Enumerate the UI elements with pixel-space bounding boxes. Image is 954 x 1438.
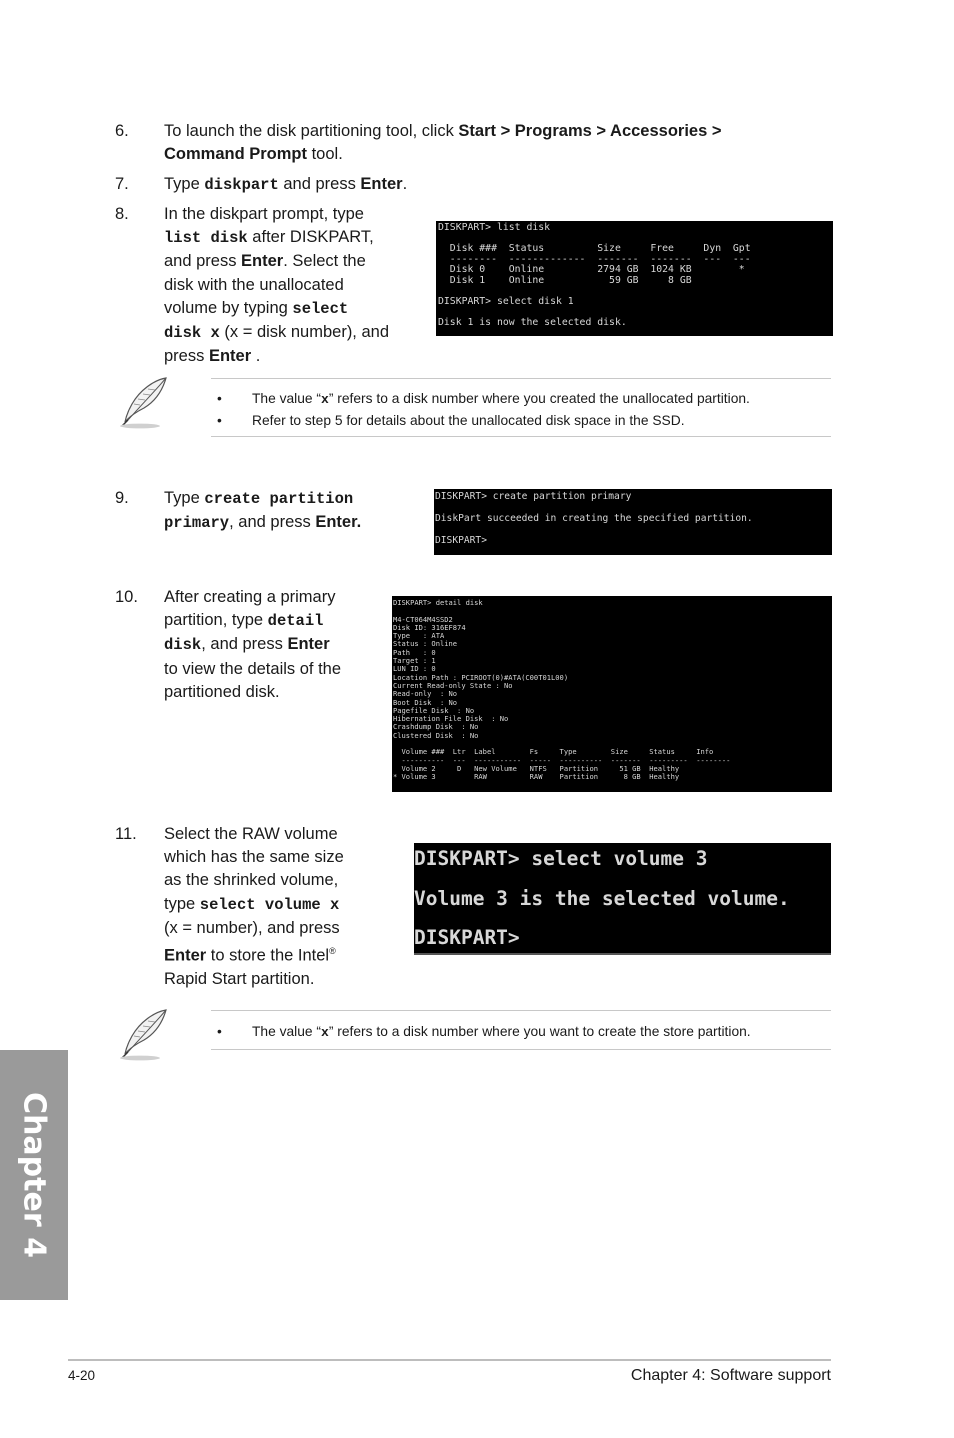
- terminal-line: DISKPART> detail disk: [393, 598, 483, 607]
- registered-mark: ®: [329, 946, 336, 957]
- step-6-text-end: tool.: [307, 145, 343, 164]
- step-9-command: primary: [164, 514, 230, 533]
- step-11-line: Rapid Start partition.: [164, 969, 315, 988]
- chapter-tab-label: Chapter 4: [16, 1092, 52, 1258]
- step-8-text: [164, 203, 426, 368]
- feather-quill-icon: [114, 374, 172, 430]
- terminal-line: Boot Disk : No: [393, 697, 458, 707]
- step-9-line: , and press: [229, 513, 316, 532]
- step-10-line: After creating a primary: [164, 588, 336, 606]
- note-box-2: [211, 1010, 831, 1050]
- step-8-line: press: [164, 347, 209, 366]
- step-8-line: and press: [164, 252, 242, 271]
- step-6-number: 6.: [115, 122, 129, 140]
- step-8-line: disk with the unallocated: [164, 275, 344, 294]
- step-7-period: .: [402, 175, 408, 193]
- step-9-number: 9.: [115, 489, 129, 507]
- step-10-line: partition, type: [164, 611, 268, 630]
- note-item: [211, 388, 831, 410]
- step-10-command: detail: [267, 612, 324, 631]
- step-9-enter: Enter.: [315, 513, 362, 532]
- note-text: ” refers to a disk number where you want to create the store partition.: [328, 1024, 751, 1039]
- terminal-line: DISKPART>: [414, 926, 520, 950]
- terminal-line: Read-only : No: [393, 689, 458, 699]
- step-8-enter: Enter: [241, 252, 284, 271]
- step-10-text: [164, 586, 389, 704]
- step-11-number: 11.: [115, 825, 137, 843]
- terminal-line: Volume 2 D New Volume NTFS Partition 51 GB Healthy: [393, 763, 680, 773]
- terminal-line: DISKPART> select disk 1: [438, 296, 574, 308]
- terminal-select-volume: [414, 843, 831, 955]
- terminal-line: Disk 1 is now the selected disk.: [438, 317, 627, 329]
- terminal-list-disk: [436, 221, 833, 336]
- note-item: [211, 1021, 831, 1043]
- note-code: x: [321, 392, 329, 407]
- step-10-enter: Enter: [287, 635, 330, 654]
- step-7-text-part2: and press: [278, 175, 361, 193]
- step-6-menu-path: Start > Programs > Accessories >: [458, 122, 722, 140]
- step-11-line: as the shrinked volume,: [164, 871, 339, 890]
- terminal-line: [414, 869, 831, 889]
- terminal-line: DiskPart succeeded in creating the specified partition.: [435, 512, 753, 524]
- step-8-line: In the diskpart prompt, type: [164, 205, 364, 223]
- feather-quill-icon: [114, 1006, 172, 1062]
- step-8-command: disk x: [164, 324, 220, 343]
- step-8-number: 8.: [115, 205, 129, 223]
- terminal-line: Disk ### Status Size Free Dyn Gpt: [438, 243, 751, 255]
- step-11-text: [164, 823, 389, 991]
- note-box-1: [211, 378, 831, 437]
- note-item: [211, 410, 831, 431]
- step-11-command: select volume x: [199, 895, 340, 914]
- step-10-number: 10.: [115, 588, 138, 606]
- note-text: The value “: [252, 391, 322, 406]
- step-10-line: to view the details of the: [164, 659, 342, 678]
- note-text: The value “: [252, 1024, 322, 1039]
- terminal-line: M4-CT064M4SSD2: [393, 614, 453, 624]
- terminal-line: LUN ID : 0: [393, 664, 436, 674]
- chapter-tab: [0, 1050, 68, 1300]
- terminal-line: [435, 525, 832, 536]
- terminal-line: DISKPART> list disk: [438, 222, 551, 233]
- terminal-line: Volume ### Ltr Label Fs Type Size Status Info: [393, 747, 714, 757]
- step-10-line: , and press: [201, 635, 288, 654]
- terminal-line: ---------- --- ----------- ----- ---------- ------- --------- --------: [393, 755, 731, 765]
- step-7-text: [164, 173, 784, 197]
- step-8-command: list disk: [164, 229, 248, 248]
- terminal-line: Disk 0 Online 2794 GB 1024 KB *: [438, 264, 745, 276]
- step-11-line: Select the RAW volume: [164, 825, 338, 843]
- step-8-line: volume by typing: [164, 298, 293, 317]
- terminal-line: Pagefile Disk : No: [393, 705, 475, 715]
- step-11-line: type: [164, 894, 200, 913]
- footer-divider: [68, 1359, 831, 1361]
- terminal-detail-disk: [392, 596, 832, 792]
- note-text: ” refers to a disk number where you created the unallocated partition.: [328, 391, 750, 406]
- terminal-line: Clustered Disk : No: [393, 730, 479, 740]
- step-8-line: .: [251, 347, 261, 366]
- bullet: •: [217, 413, 222, 428]
- terminal-create-partition: [434, 489, 832, 555]
- step-6-text-part: To launch the disk partitioning tool, click: [164, 122, 459, 140]
- terminal-line: DISKPART>: [435, 534, 487, 546]
- step-6-text: [164, 120, 784, 166]
- terminal-line: [393, 607, 832, 615]
- note-text: Refer to step 5 for details about the unallocated disk space in the SSD.: [252, 413, 685, 428]
- step-7-command: diskpart: [204, 176, 279, 194]
- step-10-command: disk: [164, 636, 202, 655]
- step-11-line: to store the Intel: [206, 946, 330, 965]
- terminal-line: Volume 3 is the selected volume.: [414, 886, 790, 910]
- terminal-line: Path : 0: [393, 647, 436, 657]
- note-code: x: [321, 1025, 329, 1040]
- bullet: •: [217, 1024, 222, 1039]
- terminal-line: Disk ID: 316EF874: [393, 622, 466, 632]
- step-8-command: select: [292, 299, 349, 318]
- page-number: 4-20: [68, 1368, 96, 1383]
- step-9-text: [164, 487, 426, 535]
- terminal-line: Type : ATA: [393, 631, 445, 641]
- step-8-line: (x = disk number), and: [219, 323, 390, 342]
- step-8-enter: Enter: [208, 347, 252, 366]
- terminal-line: * Volume 3 RAW RAW Partition 8 GB Healthy: [393, 772, 680, 782]
- step-9-line: Type: [164, 489, 205, 507]
- step-9-command: create partition: [204, 490, 354, 508]
- step-11-line: (x = number), and press: [164, 918, 340, 937]
- terminal-line: -------- ------------- ------- ------- --- ---: [438, 253, 751, 265]
- step-7-text-part: Type: [164, 175, 205, 193]
- step-8-line: after DISKPART,: [247, 228, 374, 247]
- terminal-line: Disk 1 Online 59 GB 8 GB: [438, 274, 692, 286]
- terminal-line: Current Read-only State : No: [393, 680, 513, 690]
- terminal-line: Target : 1: [393, 656, 436, 666]
- step-7-number: 7.: [115, 175, 129, 193]
- terminal-line: DISKPART> create partition primary: [435, 491, 632, 502]
- step-10-line: partitioned disk.: [164, 682, 280, 701]
- footer-title: Chapter 4: Software support: [630, 1367, 831, 1384]
- terminal-line: Hibernation File Disk : No: [393, 714, 509, 724]
- bullet: •: [217, 391, 222, 406]
- step-11-enter: Enter: [164, 946, 207, 965]
- terminal-line: Crashdump Disk : No: [393, 722, 479, 732]
- terminal-line: Status : Online: [393, 639, 458, 649]
- terminal-line: Location Path : PCIROOT(0)#ATA(C00T01L00): [393, 672, 569, 682]
- step-8-line: . Select the: [283, 252, 366, 271]
- step-6-command-prompt: Command Prompt: [164, 145, 308, 164]
- terminal-line: DISKPART> select volume 3: [414, 847, 708, 870]
- step-11-line: which has the same size: [164, 848, 344, 867]
- step-7-enter: Enter: [360, 175, 403, 193]
